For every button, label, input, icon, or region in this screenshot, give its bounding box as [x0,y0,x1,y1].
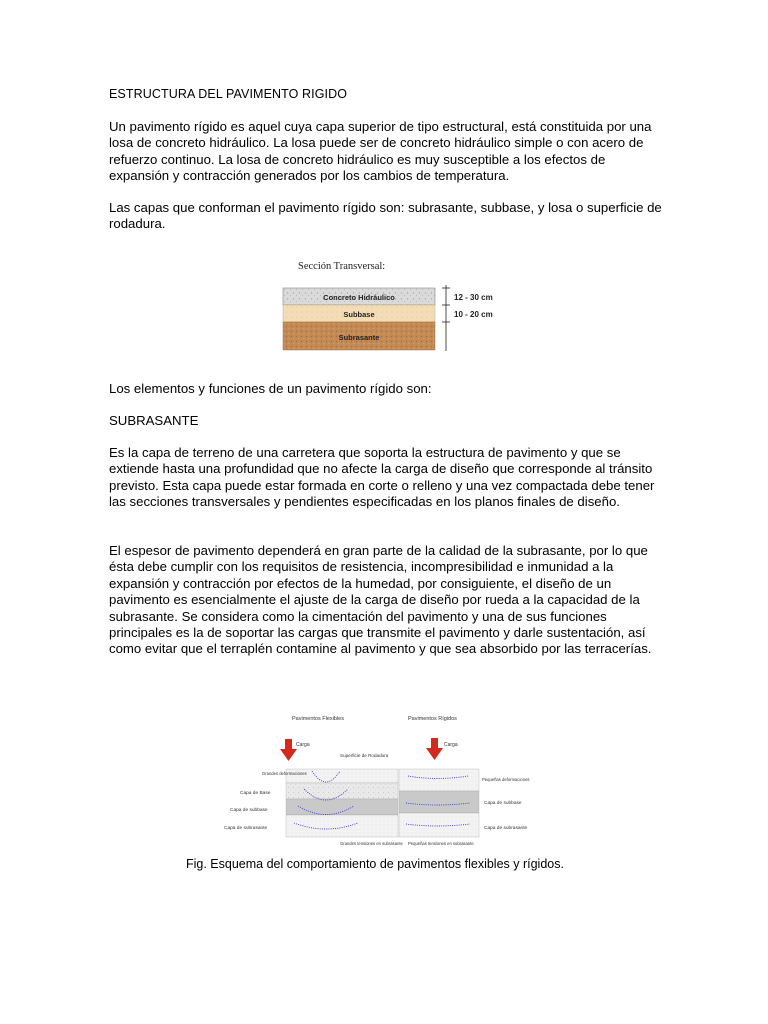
label-concrete: Concreto Hidráulico [323,293,395,302]
label-base-layer: Capa de Base [240,791,271,796]
title-flexible: Pavimentos Flexibles [292,716,344,722]
label-subrasante: Subrasante [338,333,380,342]
rigid-subbase [399,791,479,813]
cross-section-figure [280,255,510,355]
load-arrow-flexible [285,739,292,749]
surface-label: Superficie de Rodadura [340,753,389,758]
paragraph-subrasante-definition: Es la capa de terreno de una carretera que soporta la estructura de pavimento y que se extiende hasta una profundidad que no afecte la carga de diseño que corresponde al tránsito previsto. Esta capa puede estar formada en corte o relleno y una vez compactada debe tener las secciones transversales y pendientes especificadas en los planos finales de diseño. [109,445,655,510]
label-subbase-left: Capa de subbase [230,808,268,813]
heading-subrasante: SUBRASANTE [109,413,199,428]
paragraph-layers: Las capas que conforman el pavimento rígido son: subrasante, subbase, y losa o superficie de rodadura. [109,200,662,232]
label-subrasante-right: Capa de subrasante [484,826,528,831]
dimension-concrete: 12 - 30 cm [454,293,493,302]
paragraph-intro: Un pavimento rígido es aquel cuya capa superior de tipo estructural, está constituida por una losa de concreto hidráulico. La losa puede ser de concreto hidráulico simple o con acero de refuerzo continuo. La losa de concreto hidráulico es muy susceptible a los efectos de expansión y contracción generados por los cambios de temperatura. [109,119,652,184]
label-small-deformations: Pequeñas deformaciones [482,777,530,782]
label-subbase-right: Capa de subbase [484,801,522,806]
figure-caption: Fig. Esquema del comportamiento de pavimentos flexibles y rígidos. [186,857,564,871]
pavement-behavior-figure [222,711,544,859]
title-rigid: Pavimentos Rígidos [408,716,457,722]
label-large-stress: Grandes tensiones en subrasante [340,841,403,846]
load-arrow-rigid [431,738,438,748]
paragraph-elements: Los elementos y funciones de un pavimento rígido son: [109,381,432,396]
label-subbase: Subbase [343,310,375,319]
load-label-flexible: Carga [296,742,310,748]
document-title: ESTRUCTURA DEL PAVIMENTO RIGIDO [109,87,348,101]
dimension-subbase: 10 - 20 cm [454,310,493,319]
label-small-stress: Pequeñas tensiones en subrasante [408,841,474,846]
paragraph-subrasante-thickness: El espesor de pavimento dependerá en gran parte de la calidad de la subrasante, por lo que ésta debe cumplir con los requisitos de resistencia, incompresibilidad e inmunidad a la expansión y contracción por efectos de la humedad, por consiguiente, el diseño de un pavimento es esencialmente el ajuste de la carga de diseño por rueda a la capacidad de la subrasante. Se considera como la cimentación del pavimento y una de sus funciones principales es la de soportar las cargas que transmite el pavimento y darle sustentación, así como evitar que el terraplén contamine al pavimento y que sea absorbido por las terracerías. [109,543,652,657]
label-subrasante-left: Capa de subrasante [224,826,268,831]
flexible-subbase [286,799,398,815]
rigid-slab [399,769,479,791]
cross-section-title: Sección Transversal: [298,261,386,272]
load-label-rigid: Carga [444,742,458,748]
flexible-base [286,783,398,799]
label-large-deformations: Grandes deformaciones [262,771,307,776]
